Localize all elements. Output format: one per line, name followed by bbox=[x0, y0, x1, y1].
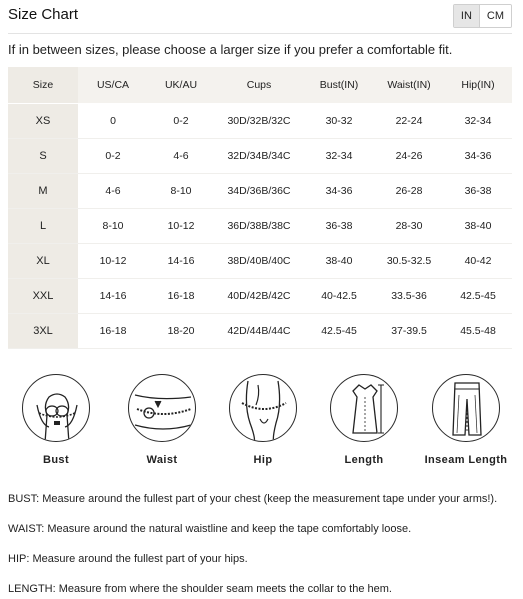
hip-measure-icon bbox=[229, 374, 297, 442]
table-cell: 40D/42B/42C bbox=[214, 278, 304, 313]
size-label-cell: L bbox=[8, 208, 78, 243]
figure-hip bbox=[221, 374, 305, 466]
table-cell: 38-40 bbox=[304, 243, 374, 278]
size-label-cell: 3XL bbox=[8, 313, 78, 348]
figure-length bbox=[322, 374, 406, 466]
table-cell: 0 bbox=[78, 103, 148, 138]
table-cell: 30D/32B/32C bbox=[214, 103, 304, 138]
figure-caption: Bust bbox=[42, 454, 70, 466]
table-cell: 42.5-45 bbox=[304, 313, 374, 348]
hip-instruction: HIP: Measure around the fullest part of your hips. bbox=[8, 553, 248, 565]
size-label-cell: XXL bbox=[8, 278, 78, 313]
table-row bbox=[8, 313, 512, 348]
size-table bbox=[8, 67, 512, 349]
table-cell: 4-6 bbox=[78, 173, 148, 208]
bust-measure-icon bbox=[22, 374, 90, 442]
table-cell: 0-2 bbox=[78, 138, 148, 173]
table-row bbox=[8, 103, 512, 138]
header bbox=[0, 0, 523, 32]
figure-caption: Length bbox=[344, 454, 384, 466]
figure-bust bbox=[14, 374, 98, 466]
table-row bbox=[8, 278, 512, 313]
unit-in-button[interactable]: IN bbox=[454, 5, 479, 27]
figure-caption: Hip bbox=[253, 454, 273, 466]
table-cell: 32-34 bbox=[444, 103, 512, 138]
table-cell: 16-18 bbox=[78, 313, 148, 348]
measurement-figures bbox=[8, 374, 512, 474]
waist-instruction: WAIST: Measure around the natural waistline and keep the tape comfortably loose. bbox=[8, 523, 412, 535]
dress-length-icon bbox=[330, 374, 398, 442]
table-cell: 14-16 bbox=[78, 278, 148, 313]
size-label-cell: S bbox=[8, 138, 78, 173]
table-cell: 38D/40B/40C bbox=[214, 243, 304, 278]
table-cell: 10-12 bbox=[78, 243, 148, 278]
column-header: Size bbox=[8, 67, 78, 103]
figure-waist bbox=[120, 374, 204, 466]
measurement-instructions bbox=[8, 492, 518, 599]
table-cell: 32D/34B/34C bbox=[214, 138, 304, 173]
table-cell: 30.5-32.5 bbox=[374, 243, 444, 278]
table-cell: 32-34 bbox=[304, 138, 374, 173]
table-cell: 42.5-45 bbox=[444, 278, 512, 313]
table-cell: 42D/44B/44C bbox=[214, 313, 304, 348]
table-cell: 37-39.5 bbox=[374, 313, 444, 348]
waist-measure-icon bbox=[128, 374, 196, 442]
figure-inseam bbox=[424, 374, 508, 466]
column-header: US/CA bbox=[78, 67, 148, 103]
table-cell: 40-42 bbox=[444, 243, 512, 278]
table-cell: 8-10 bbox=[148, 173, 214, 208]
page-title: Size Chart bbox=[8, 6, 79, 23]
table-cell: 34-36 bbox=[444, 138, 512, 173]
table-cell: 36D/38B/38C bbox=[214, 208, 304, 243]
table-cell: 16-18 bbox=[148, 278, 214, 313]
table-cell: 4-6 bbox=[148, 138, 214, 173]
header-divider bbox=[8, 33, 512, 34]
table-cell: 36-38 bbox=[304, 208, 374, 243]
figure-caption: Waist bbox=[146, 454, 178, 466]
table-cell: 22-24 bbox=[374, 103, 444, 138]
table-cell: 18-20 bbox=[148, 313, 214, 348]
table-cell: 33.5-36 bbox=[374, 278, 444, 313]
table-cell: 38-40 bbox=[444, 208, 512, 243]
table-cell: 14-16 bbox=[148, 243, 214, 278]
table-cell: 26-28 bbox=[374, 173, 444, 208]
table-cell: 10-12 bbox=[148, 208, 214, 243]
column-header: Cups bbox=[214, 67, 304, 103]
bust-instruction: BUST: Measure around the fullest part of your chest (keep the measurement tape under your arms!). bbox=[8, 493, 498, 505]
table-cell: 40-42.5 bbox=[304, 278, 374, 313]
table-cell: 28-30 bbox=[374, 208, 444, 243]
unit-cm-button[interactable]: CM bbox=[479, 5, 511, 27]
table-cell: 8-10 bbox=[78, 208, 148, 243]
table-row bbox=[8, 138, 512, 173]
column-header: Hip(IN) bbox=[444, 67, 512, 103]
pants-inseam-icon bbox=[432, 374, 500, 442]
size-label-cell: XL bbox=[8, 243, 78, 278]
table-row bbox=[8, 173, 512, 208]
fit-note: If in between sizes, please choose a larger size if you prefer a comfortable fit. bbox=[8, 42, 453, 57]
table-cell: 34D/36B/36C bbox=[214, 173, 304, 208]
size-label-cell: M bbox=[8, 173, 78, 208]
column-header: UK/AU bbox=[148, 67, 214, 103]
table-row bbox=[8, 208, 512, 243]
column-header: Bust(IN) bbox=[304, 67, 374, 103]
length-instruction: LENGTH: Measure from where the shoulder seam meets the collar to the hem. bbox=[8, 583, 392, 595]
size-label-cell: XS bbox=[8, 103, 78, 138]
table-cell: 0-2 bbox=[148, 103, 214, 138]
unit-toggle[interactable] bbox=[453, 4, 512, 28]
table-header-row bbox=[8, 67, 512, 103]
table-cell: 45.5-48 bbox=[444, 313, 512, 348]
table-cell: 30-32 bbox=[304, 103, 374, 138]
figure-caption: Inseam Length bbox=[424, 454, 508, 466]
column-header: Waist(IN) bbox=[374, 67, 444, 103]
table-cell: 36-38 bbox=[444, 173, 512, 208]
table-row bbox=[8, 243, 512, 278]
table-cell: 24-26 bbox=[374, 138, 444, 173]
table-cell: 34-36 bbox=[304, 173, 374, 208]
